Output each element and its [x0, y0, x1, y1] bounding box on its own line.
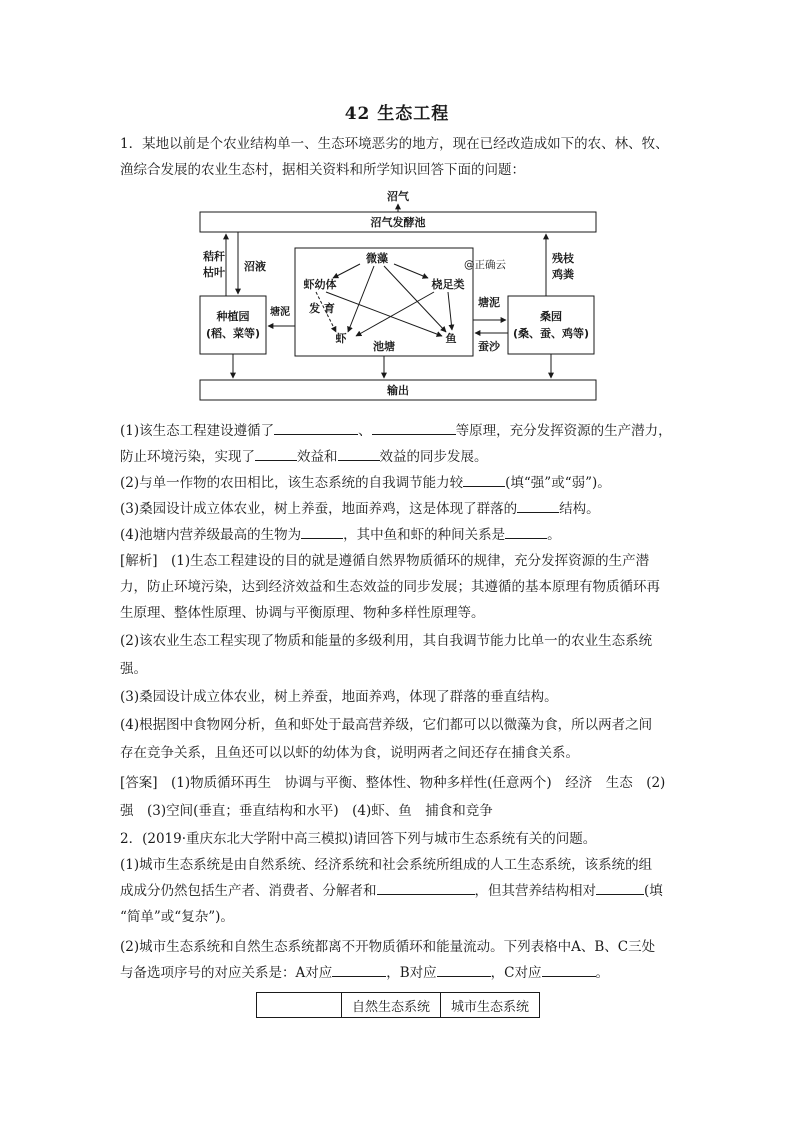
q1-part2-text-b: (填“强”或“弱”)。	[505, 475, 611, 491]
answer-blank	[332, 964, 386, 977]
q2-part1-text-c: (填	[644, 883, 663, 899]
mulberry-garden-label: 桑园	[540, 310, 562, 323]
q1-intro-line-1: 1．某地以前是个农业结构单一、生态环境恶劣的地方，现在已经改造成如下的农、林、牧、	[120, 136, 669, 152]
q2-part2-line-2	[120, 964, 609, 982]
biogas-liquid-label: 沼液	[244, 260, 266, 273]
q1-part1-text-e: 效益和	[297, 449, 338, 465]
q2-part2-text-d: 。	[595, 965, 610, 981]
table-header-empty	[257, 993, 342, 1018]
q2-part1-line-3: “简单”或“复杂”)。	[120, 909, 234, 925]
analysis-line-8: 存在竞争关系，且鱼还可以以虾的幼体为食，说明两者之间还存在捕食关系。	[120, 745, 579, 761]
develop-label: 发 育	[309, 302, 335, 315]
output-label: 输出	[387, 384, 409, 397]
q1-part1-text-a: (1)该生态工程建设遵循了	[120, 423, 275, 439]
q2-part1-line-1: (1)城市生态系统是由自然系统、经济系统和社会系统所组成的人工生态系统，该系统的组	[120, 857, 653, 873]
answer-blank	[338, 448, 380, 461]
biogas-pool-label: 沼气发酵池	[370, 216, 426, 229]
mulberry-garden-box	[508, 296, 594, 354]
arrow-copepod-to-shrimp	[356, 292, 434, 336]
q2-intro-line: 2．(2019·重庆东北大学附中高三模拟)请回答下列与城市生态系统有关的问题。	[120, 831, 597, 847]
q1-part1-line-2	[120, 448, 488, 466]
answer-blank	[301, 526, 343, 539]
arrow-algae-to-fish	[384, 266, 446, 332]
table-header-urban: 城市生态系统	[441, 993, 540, 1018]
answer-blank	[463, 474, 505, 487]
mulberry-garden-sub-label: (桑、蚕、鸡等)	[512, 327, 590, 340]
shrimp-label: 虾	[335, 332, 347, 345]
pond-label: 池塘	[373, 340, 395, 353]
copepod-label: 桡足类	[431, 278, 465, 291]
arrow-larva-to-fish	[326, 292, 442, 336]
planting-garden-sub-label: (稻、菜等)	[205, 327, 261, 340]
straw-label-1: 秸秆	[203, 250, 225, 263]
q2-part2-text-a: 与备选项序号的对应关系是：A对应	[120, 965, 333, 981]
analysis-line-2: 力，防止环境污染，达到经济效益和生态效益的同步发展；其遵循的基本原理有物质循环再	[120, 579, 660, 595]
answer-blank	[255, 448, 297, 461]
arrow-algae-to-shrimp	[348, 266, 374, 332]
comparison-table	[256, 992, 540, 1018]
analysis-line-1: [解析] (1)生态工程建设的目的就是遵循自然界物质循环的规律，充分发挥资源的生产潜	[120, 553, 650, 569]
answer-blank	[274, 422, 358, 435]
ecosystem-flow-diagram	[0, 180, 794, 410]
page-title: 42 生态工程	[344, 104, 450, 124]
shrimp-larva-label: 虾幼体	[303, 278, 337, 291]
fish-label: 鱼	[445, 332, 457, 345]
pond-mud-left-label: 塘泥	[270, 307, 290, 318]
analysis-line-6: (3)桑园设计成立体农业，树上养蚕，地面养鸡，体现了群落的垂直结构。	[120, 689, 558, 705]
q1-part1-text-f: 效益的同步发展。	[379, 449, 488, 465]
straw-label-2: 枯叶	[203, 266, 225, 279]
arrow-algae-to-larva	[333, 264, 360, 278]
q1-intro-line-2: 渔综合发展的农业生态村，据相关资料和所学知识回答下面的问题：	[120, 162, 525, 178]
planting-garden-box	[200, 296, 266, 354]
q1-part2-line	[120, 474, 611, 492]
analysis-line-3: 生原理、整体性原理、协调与平衡原理、物种多样性原理等。	[120, 605, 485, 621]
answer-blank	[505, 526, 547, 539]
q1-part1-line-1	[120, 422, 672, 440]
q2-part1-line-2	[120, 882, 663, 900]
watermark-label: @正确云	[464, 259, 506, 271]
q2-part2-text-c: ，C对应	[490, 965, 542, 981]
residue-label-1: 残枝	[552, 252, 574, 265]
q1-part4-text-c: 。	[547, 527, 561, 543]
table-header-row	[257, 993, 540, 1018]
q1-part2-text-a: (2)与单一作物的农田相比，该生态系统的自我调节能力较	[120, 475, 464, 491]
q1-part3-text-b: 结构。	[559, 501, 600, 517]
answer-blank	[596, 882, 644, 895]
answer-blank	[377, 882, 475, 895]
q1-part1-text-d: 防止环境污染，实现了	[120, 449, 255, 465]
residue-label-2: 鸡粪	[552, 268, 574, 281]
analysis-line-5: 强。	[120, 661, 147, 677]
silkworm-sand-label: 蚕沙	[478, 340, 500, 353]
arrow-copepod-to-fish	[448, 292, 452, 330]
q1-part1-text-c: 等原理，充分发挥资源的生产潜力，	[455, 423, 672, 439]
answer-blank	[517, 500, 559, 513]
q1-part4-line	[120, 526, 561, 544]
q2-part1-text-b: ，但其营养结构相对	[474, 883, 596, 899]
pond-mud-right-label: 塘泥	[478, 296, 500, 309]
analysis-line-7: (4)根据图中食物网分析，鱼和虾处于最高营养级，它们都可以以微藻为食，所以两者之间	[120, 717, 653, 733]
answer-blank	[542, 964, 596, 977]
table-header-natural: 自然生态系统	[342, 993, 441, 1018]
q2-part2-line-1: (2)城市生态系统和自然生态系统都离不开物质循环和能量流动。下列表格中A、B、C三处	[120, 939, 656, 955]
q1-part4-text-a: (4)池塘内营养级最高的生物为	[120, 527, 302, 543]
microalgae-label: 微藻	[366, 252, 388, 265]
q1-part1-text-b: 、	[358, 423, 372, 439]
analysis-line-4: (2)该农业生态工程实现了物质和能量的多级利用，其自我调节能力比单一的农业生态系统	[120, 633, 653, 649]
biogas-label: 沼气	[387, 190, 409, 203]
q2-part2-text-b: ，B对应	[386, 965, 437, 981]
q1-part3-text-a: (3)桑园设计成立体农业，树上养蚕，地面养鸡，这是体现了群落的	[120, 501, 518, 517]
planting-garden-label: 种植园	[216, 310, 250, 323]
answer-line-2: 强 (3)空间(垂直；垂直结构和水平) (4)虾、鱼 捕食和竞争	[120, 803, 493, 819]
answer-blank	[437, 964, 491, 977]
q2-part1-text-a: 成成分仍然包括生产者、消费者、分解者和	[120, 883, 377, 899]
q1-part4-text-b: ，其中鱼和虾的种间关系是	[343, 527, 506, 543]
arrow-algae-to-copepod	[394, 264, 428, 278]
answer-line-1: [答案] (1)物质循环再生 协调与平衡、整体性、物种多样性(任意两个) 经济 生态 (2)	[120, 775, 666, 791]
answer-blank	[372, 422, 456, 435]
q1-part3-line	[120, 500, 600, 518]
